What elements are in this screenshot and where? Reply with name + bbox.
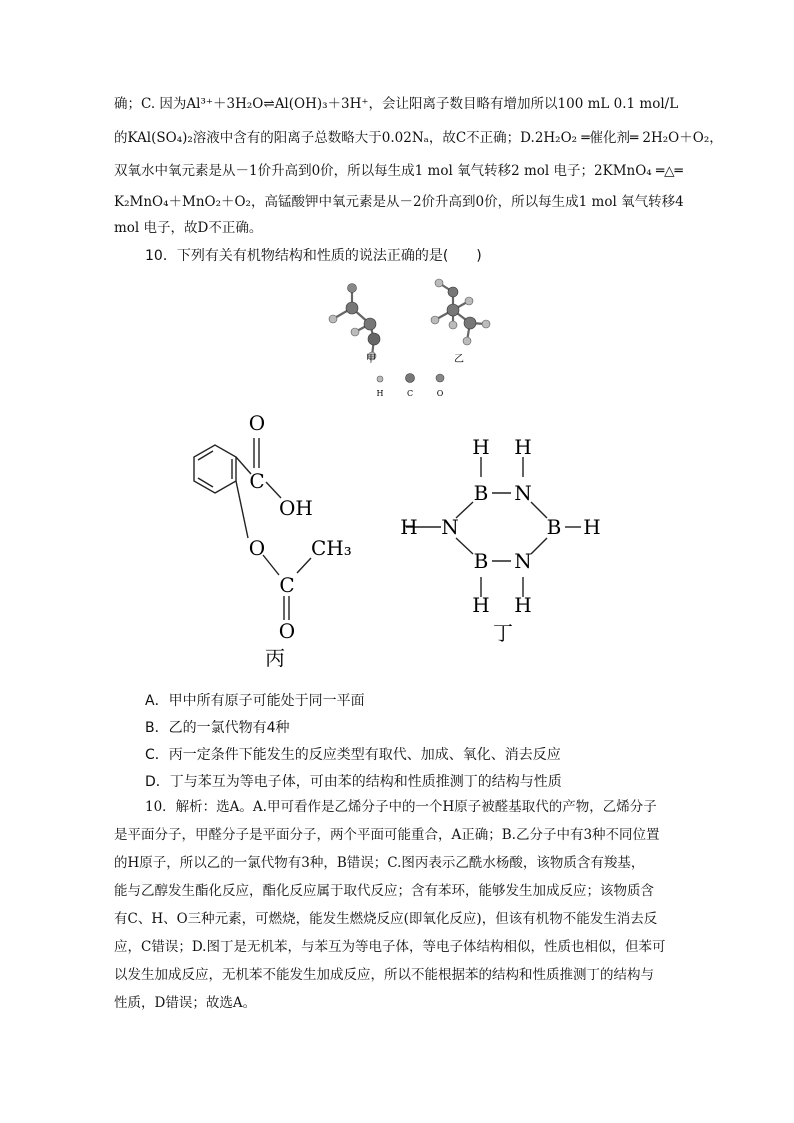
legend-c: C [406, 389, 414, 398]
analysis-line-7: 以发生加成反应，无机苯不能发生加成反应，所以不能根据苯的结构和性质推测丁的结构与 [114, 967, 654, 983]
prev-answer-line-3: 双氧水中氧元素是从－1价升高到0价，所以每生成1 mol 氧气转移2 mol 电子；2KMnO₄ ═△═ [114, 163, 683, 179]
legend-h: H [376, 389, 384, 398]
ding-b-bottom: B [473, 549, 489, 573]
bing-c-acyl: C [279, 573, 295, 597]
bing-label: 丙 [265, 646, 285, 670]
analysis-line-8: 性质，D错误；故选A。 [114, 995, 257, 1011]
legend-c-ball [406, 374, 415, 383]
legend-o-ball [436, 374, 444, 382]
atom-legend [377, 374, 444, 399]
bing-ch3: CH₃ [311, 536, 352, 560]
analysis-line-2: 是平面分子，甲醛分子是平面分子，两个平面可能重合，A正确；B.乙分子中有3种不同位置 [114, 827, 660, 843]
molecule-yi-atoms [431, 279, 490, 345]
bing-o-ester: O [248, 536, 266, 560]
analysis-line-5: 有C、H、O三种元素，可燃烧，能发生燃烧反应(即氧化反应)，但该有机物不能发生消去反 [114, 911, 658, 927]
structure-ding [393, 430, 613, 645]
ding-h-right: H [583, 515, 601, 539]
prev-answer-line-5: mol 电子，故D不正确。 [114, 220, 263, 236]
ding-n-top: N [514, 481, 532, 505]
analysis-line-1: 10．解析：选A。A.甲可看作是乙烯分子中的一个H原子被醛基取代的产物，乙烯分子 [145, 799, 657, 815]
label-jia: 甲 [366, 354, 376, 365]
ding-h-bl: H [472, 593, 490, 617]
ding-label: 丁 [493, 621, 513, 645]
ball-stick-models-figure [320, 268, 500, 403]
legend-o: O [436, 389, 444, 398]
option-d: D．丁与苯互为等电子体，可由苯的结构和性质推测丁的结构与性质 [145, 774, 562, 790]
option-a: A．甲中所有原子可能处于同一平面 [145, 693, 365, 709]
bing-o-top: O [248, 411, 266, 435]
label-yi: 乙 [454, 354, 464, 365]
ding-h-tr: H [514, 435, 532, 459]
question-stem: 10．下列有关有机物结构和性质的说法正确的是( ) [145, 248, 482, 264]
bing-c-carboxyl: C [249, 469, 265, 493]
ding-h-left: H [400, 515, 418, 539]
prev-answer-line-4: K₂MnO₄＋MnO₂＋O₂，高锰酸钾中氧元素是从－2价升高到0价，所以每生成1 mol 氧气转移4 [114, 194, 684, 210]
prev-answer-line-1: 确；C. 因为Al³⁺＋3H₂O⇌Al(OH)₃＋3H⁺，会让阳离子数目略有增加所以100 mL 0.1 mol/L [114, 96, 679, 112]
ding-n-bottom: N [514, 549, 532, 573]
ding-h-tl: H [472, 435, 490, 459]
structure-bing [175, 410, 375, 675]
ding-h-br: H [514, 593, 532, 617]
analysis-line-6: 应，C错误；D.图丁是无机苯，与苯互为等电子体，等电子体结构相似，性质也相似，但苯可 [114, 939, 666, 955]
analysis-line-4: 能与乙醇发生酯化反应，酯化反应属于取代反应；含有苯环，能够发生加成反应；该物质含 [114, 883, 654, 899]
legend-h-ball [377, 376, 383, 382]
ding-b-top: B [473, 481, 489, 505]
prev-answer-line-2: 的KAl(SO₄)₂溶液中含有的阳离子总数略大于0.02Nₐ，故C不正确；D.2H₂O₂ ═催化剂═ 2H₂O＋O₂， [114, 130, 723, 146]
ding-n-left: N [441, 515, 459, 539]
ding-b-right: B [546, 515, 562, 539]
bing-o-bottom: O [278, 619, 296, 643]
option-c: C．丙一定条件下能发生的反应类型有取代、加成、氧化、消去反应 [145, 747, 561, 763]
bing-oh: OH [279, 496, 313, 520]
molecule-yi-model [435, 283, 486, 341]
analysis-line-3: 的H原子，所以乙的一氯代物有3种，B错误；C.图丙表示乙酰水杨酸，该物质含有羧基， [114, 855, 645, 871]
option-b: B．乙的一氯代物有4种 [145, 720, 290, 736]
